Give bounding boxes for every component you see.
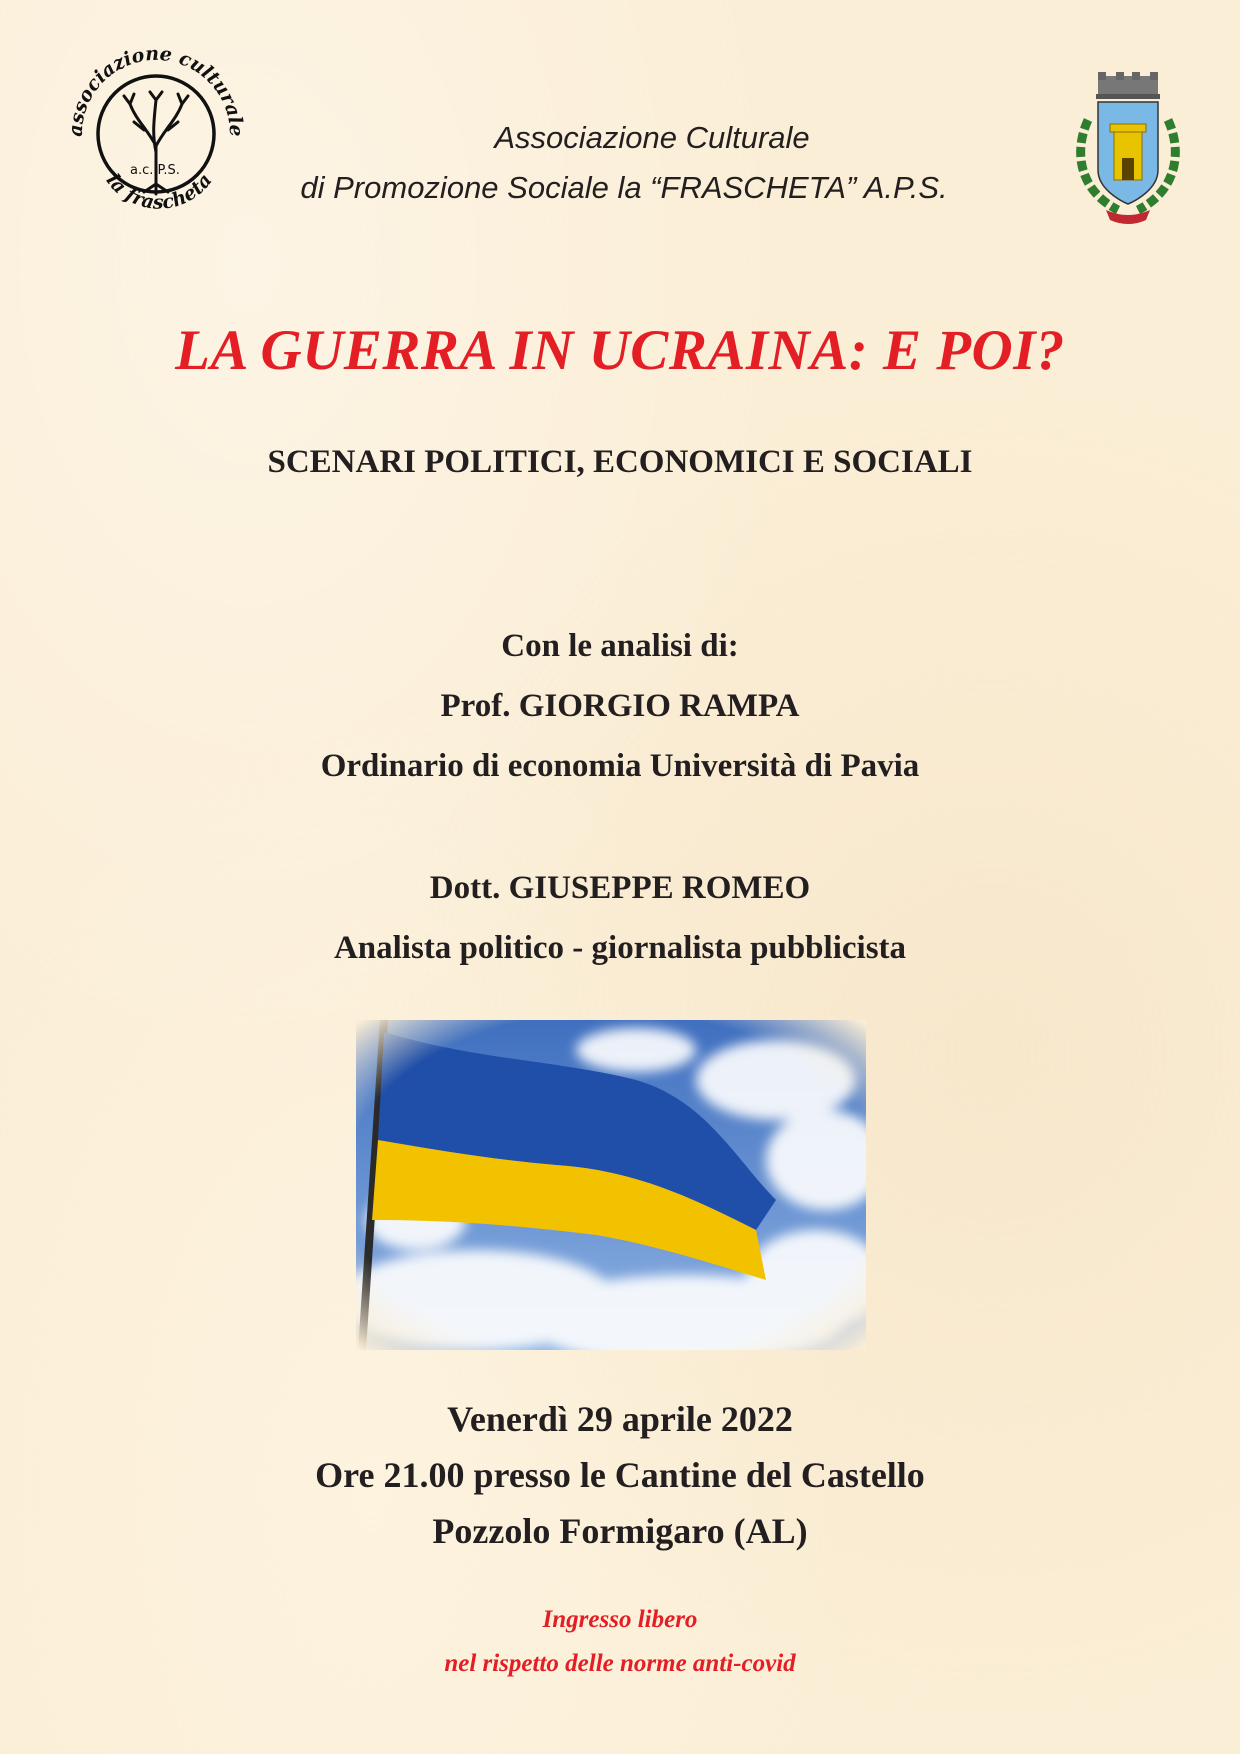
event-date: Venerdì 29 aprile 2022 [447, 1399, 793, 1439]
coat-of-arms-icon [1068, 70, 1188, 228]
ukraine-flag-image [356, 1020, 866, 1350]
speakers-intro: Con le analisi di: [501, 628, 739, 664]
event-town: Pozzolo Formigaro (AL) [432, 1511, 808, 1551]
svg-text:associazione culturale: associazione culturale [64, 42, 248, 138]
event-subtitle: SCENARI POLITICI, ECONOMICI E SOCIALI [267, 444, 973, 480]
svg-text:la frascheta: la frascheta [101, 169, 217, 214]
entry-free: Ingresso libero [542, 1606, 698, 1633]
speaker-2-name: Dott. GIUSEPPE ROMEO [429, 870, 811, 906]
entry-covid-note: nel rispetto delle norme anti-covid [444, 1650, 796, 1677]
speaker-1-name: Prof. GIORGIO RAMPA [440, 688, 800, 724]
svg-text:a.c. P.S.: a.c. P.S. [130, 163, 180, 178]
event-time-place: Ore 21.00 presso le Cantine del Castello [315, 1455, 925, 1495]
speaker-2-role: Analista politico - giornalista pubblicista [333, 930, 907, 966]
event-title: LA GUERRA IN UCRAINA: E POI? [175, 319, 1065, 382]
association-name-line1: Associazione Culturale [494, 120, 810, 155]
speaker-1-role: Ordinario di economia Università di Pavia [320, 748, 920, 784]
association-name-line2: di Promozione Sociale la “FRASCHETA” A.P.S. [300, 170, 948, 205]
